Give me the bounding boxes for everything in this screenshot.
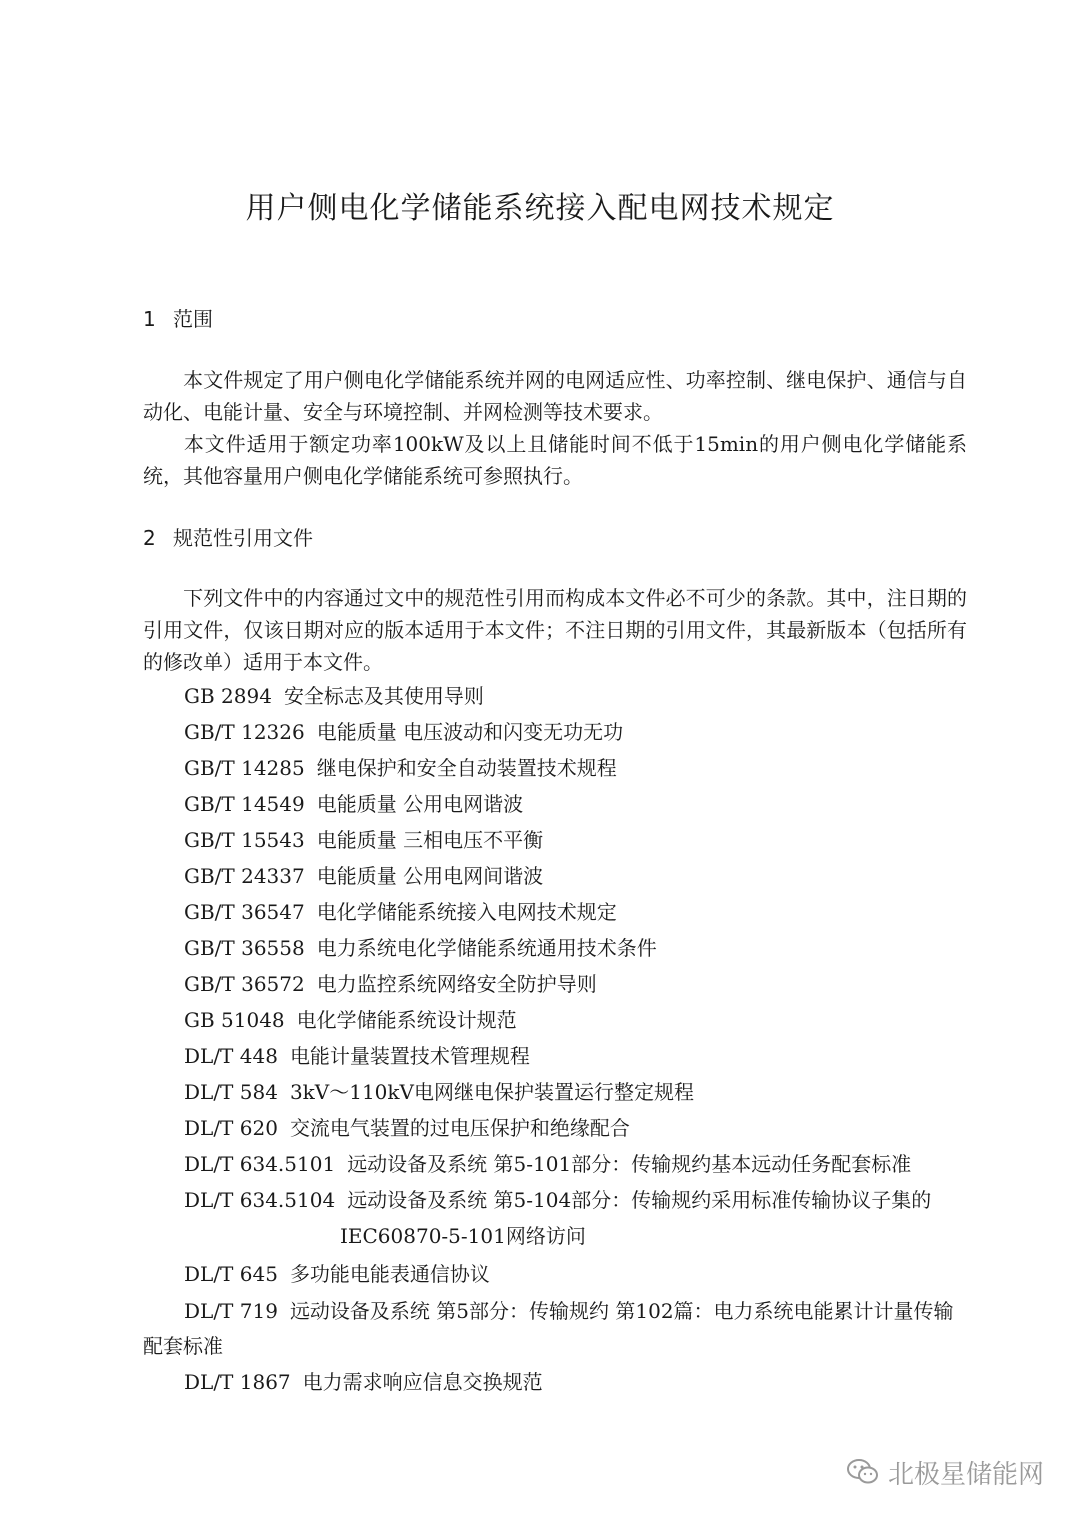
reference-item: GB/T 36572 电力监控系统网络安全防护导则 [184, 972, 597, 996]
watermark [846, 1452, 1044, 1492]
reference-item: DL/T 448 电能计量装置技术管理规程 [184, 1044, 530, 1068]
reference-item: GB 51048 电化学储能系统设计规范 [184, 1008, 517, 1032]
reference-item: GB/T 14285 继电保护和安全自动装置技术规程 [184, 756, 617, 780]
reference-item: DL/T 1867 电力需求响应信息交换规范 [184, 1370, 543, 1394]
reference-item: DL/T 719 远动设备及系统 第5部分：传输规约 第102篇：电力系统电能累计计量传输 [184, 1299, 954, 1323]
watermark-text: 北极星储能网 [888, 1459, 1045, 1490]
reference-item: DL/T 645 多功能电能表通信协议 [184, 1262, 490, 1286]
reference-item: GB/T 14549 电能质量 公用电网谐波 [184, 792, 524, 816]
paragraph: 本文件适用于额定功率100kW及以上且储能时间不低于15min的用户侧电化学储能系统，其他容量用户侧电化学储能系统可参照执行。 [143, 432, 967, 488]
section-heading-scope [143, 303, 213, 332]
document-title: 用户侧电化学储能系统接入配电网技术规定 [245, 191, 835, 226]
section-number: 1 [143, 307, 156, 331]
reference-item: DL/T 634.5101 远动设备及系统 第5-101部分：传输规约基本远动任务配套标准 [184, 1152, 912, 1176]
reference-item: DL/T 584 3kV～110kV电网继电保护装置运行整定规程 [184, 1080, 694, 1104]
section-number: 2 [143, 526, 156, 550]
reference-item: DL/T 634.5104 远动设备及系统 第5-104部分：传输规约采用标准传输协议子集的 [184, 1188, 932, 1212]
section-heading-normative-references [143, 522, 313, 551]
paragraph: 本文件规定了用户侧电化学储能系统并网的电网适应性、功率控制、继电保护、通信与自动化、电能计量、安全与环境控制、并网检测等技术要求。 [143, 368, 967, 424]
reference-item-continuation: IEC60870-5-101网络访问 [340, 1224, 586, 1248]
wechat-icon [846, 1457, 880, 1487]
reference-item: GB/T 24337 电能质量 公用电网间谐波 [184, 864, 544, 888]
reference-item: GB/T 36558 电力系统电化学储能系统通用技术条件 [184, 936, 657, 960]
reference-item: GB/T 12326 电能质量 电压波动和闪变无功无功 [184, 720, 624, 744]
paragraph: 下列文件中的内容通过文中的规范性引用而构成本文件必不可少的条款。其中，注日期的引用文件，仅该日期对应的版本适用于本文件；不注日期的引用文件，其最新版本（包括所有的修改单）适用于本文件。 [143, 586, 967, 674]
reference-item: GB 2894 安全标志及其使用导则 [184, 684, 484, 708]
reference-item-continuation: 配套标准 [143, 1334, 223, 1358]
reference-item: GB/T 15543 电能质量 三相电压不平衡 [184, 828, 544, 852]
section-title: 规范性引用文件 [173, 526, 313, 550]
section-title: 范围 [173, 307, 213, 331]
reference-item: DL/T 620 交流电气装置的过电压保护和绝缘配合 [184, 1116, 630, 1140]
reference-item: GB/T 36547 电化学储能系统接入电网技术规定 [184, 900, 617, 924]
